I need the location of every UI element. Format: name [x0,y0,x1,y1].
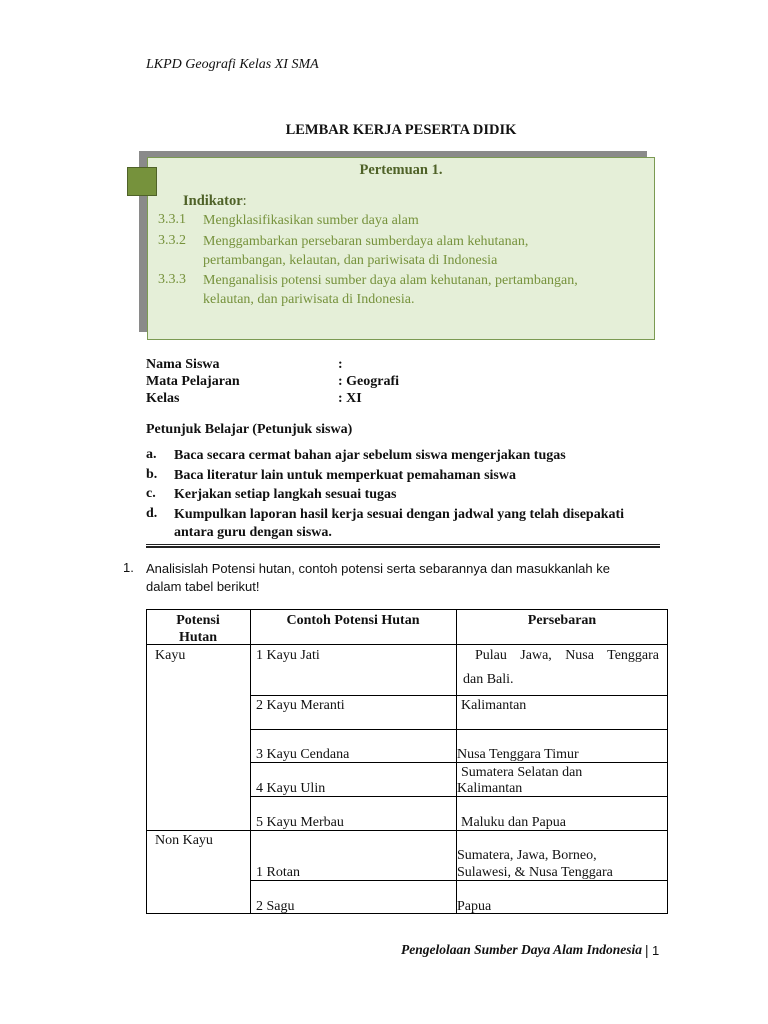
table-header-potential: Potensi Hutan [176,613,220,645]
instruction-text: Baca secara cermat bahan ajar sebelum siswa mengerjakan tugas [174,448,566,463]
instruction-letter: b. [146,467,158,482]
table-cell-spread: Sulawesi, & Nusa Tenggara [457,865,613,880]
table-cell-spread: Sumatera, Jawa, Borneo, [457,848,597,863]
table-gridline [250,695,668,696]
meeting-heading: Pertemuan 1. [359,162,443,178]
info-label-class: Kelas [146,391,180,406]
table-cell-spread: Kalimantan [457,781,523,796]
instruction-text: Kerjakan setiap langkah sesuai tugas [174,487,397,502]
table-cell-spread: Papua [457,899,492,914]
document-header: LKPD Geografi Kelas XI SMA [146,57,319,72]
table-cell-spread: Maluku dan Papua [461,815,566,830]
table-cell-example: 2 Sagu [256,899,295,914]
indicator-number: 3.3.2 [158,233,186,248]
info-label-name: Nama Siswa [146,357,220,372]
table-cell-example: 4 Kayu Ulin [256,781,326,796]
instruction-text: Kumpulkan laporan hasil kerja sesuai dengan jadwal yang telah disepakati antara guru dengan siswa. [174,507,625,540]
table-header-spread: Persebaran [527,613,597,628]
info-value-subject: : Geografi [338,374,400,389]
question-number: 1. [123,560,134,575]
indicator-text: Menggambarkan persebaran sumberdaya alam kehutanan, [203,234,529,249]
page-number: 1 [652,943,660,958]
table-cell-spread: Nusa Tenggara Timur [457,747,579,762]
table-gridline [146,830,668,831]
footer-title: Pengelolaan Sumber Daya Alam Indonesia [400,942,642,957]
page-title: LEMBAR KERJA PESERTA DIDIK [285,122,517,138]
info-value-class: : XI [338,391,362,406]
table-group-label: Kayu [155,648,186,663]
table-cell-example: 2 Kayu Meranti [256,698,345,713]
instruction-text: Baca literatur lain untuk memperkuat pemahaman siswa [174,468,516,483]
indicator-text-cont: pertambangan, kelautan, dan pariwisata di Indonesia [203,253,498,268]
table-cell-example: 5 Kayu Merbau [256,815,344,830]
instruction-letter: c. [146,486,156,501]
table-cell-spread: Sumatera Selatan dan [461,765,583,780]
question-text: Analisislah Potensi hutan, contoh potensi serta sebarannya dan masukkanlah ke dalam tabel berikut! [146,561,610,594]
table-cell-example: 1 Rotan [256,865,300,880]
table-cell-spread: dan Bali. [463,672,514,687]
section-divider [146,544,660,548]
footer-separator: | [645,943,649,958]
info-label-subject: Mata Pelajaran [146,374,240,389]
table-header-example: Contoh Potensi Hutan [286,613,420,628]
indicator-text: Menganalisis potensi sumber daya alam kehutanan, pertambangan, [203,273,578,288]
indicator-label: Indikator: [183,193,247,209]
table-group-label: Non Kayu [155,833,213,848]
indicator-number: 3.3.1 [158,212,186,227]
table-cell-spread: Pulau Jawa, Nusa Tenggara [475,648,659,663]
instruction-letter: a. [146,447,157,462]
instruction-letter: d. [146,506,158,521]
instructions-title: Petunjuk Belajar (Petunjuk siswa) [146,422,353,437]
table-cell-example: 1 Kayu Jati [256,648,320,663]
indicator-number: 3.3.3 [158,272,186,287]
table-cell-example: 3 Kayu Cendana [256,747,350,762]
info-value-name[interactable]: : [338,357,343,372]
table-cell-spread: Kalimantan [461,698,527,713]
table-gridline [250,729,668,730]
indicator-text-cont: kelautan, dan pariwisata di Indonesia. [203,292,415,307]
indicator-text: Mengklasifikasikan sumber daya alam [203,213,419,228]
